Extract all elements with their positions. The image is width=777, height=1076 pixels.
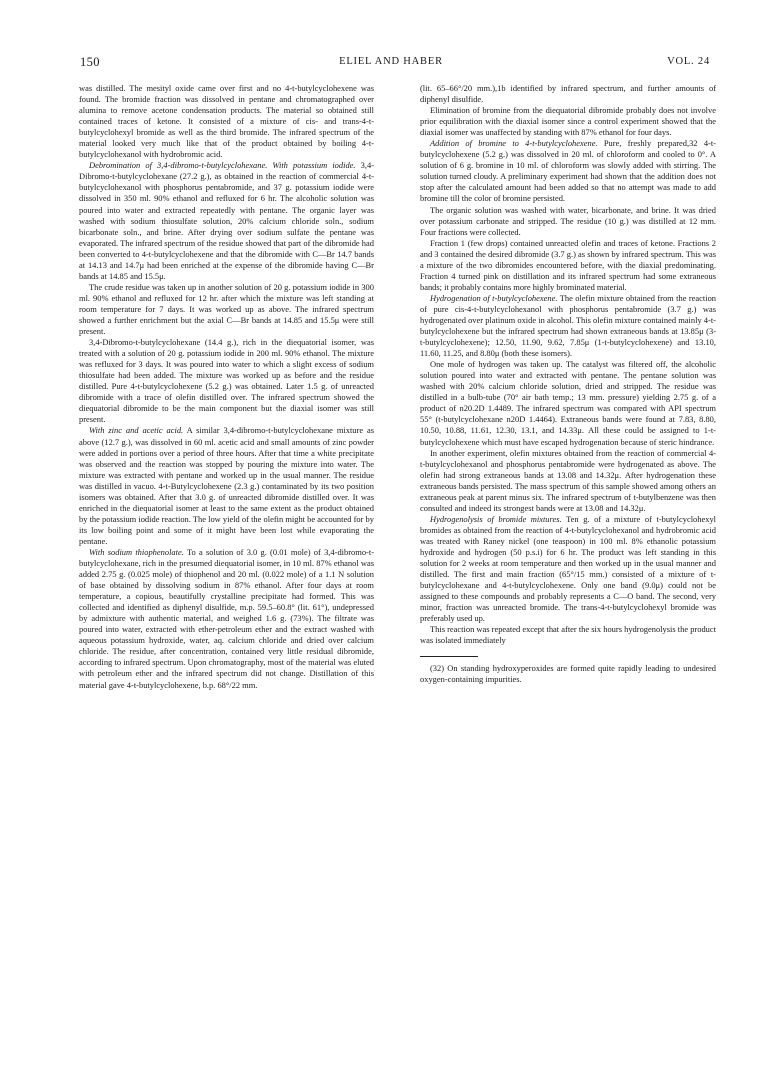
section-heading: With zinc and acetic acid. [89, 425, 184, 436]
section-heading: Hydrogenation of t-butylcyclohexene. [430, 292, 558, 303]
paragraph: The crude residue was taken up in another solution of 20 g. potassium iodide in 300 ml. 90% ethanol and refluxed for 12 hr. after which the mixture was left standing at room temperature for 7 days. It was worked up as above. The infrared spectrum showed a further enrichment but the axial C—Br bands at 14.85 and 15.5μ were still present. [79, 281, 374, 337]
paragraph: Fraction 1 (few drops) contained unreacted olefin and traces of ketone. Fractions 2 and 3 contained the desired dibromide (3.7 g.) as shown by infrared spectrum. This was a mixture of the two dibromides encountered before, with the diaxial predominating. Fraction 4 turned pink on distillation and its infrared spectrum had some extraneous bands; it probably contains more highly brominated material. [420, 237, 716, 292]
paragraph: This reaction was repeated except that after the six hours hydrogenolysis the product was isolated immediately [420, 624, 716, 646]
paragraph: With sodium thiophenolate. To a solution of 3.0 g. (0.01 mole) of 3,4-dibromo-t-butylcyclohexane, rich in the presumed diequatorial isomer, in 10 ml. 87% ethanol was added 2.75 g. (0.025 mole) of thiophenol and 20 ml. (0.022 mole) of a 1.1 N solution of base obtained by dissolving sodium in 87% ethanol. After four days at room temperature, a copious, beautifully crystalline precipitate had formed. This was collected and identified as diphenyl disulfide, m.p. 59.5–60.8° (lit. 61°), undepressed by admixture with authentic material, and weighed 1.6 g. (73%). The filtrate was poured into water, extracted with ether-petroleum ether and the extract washed with aqueous potassium hydroxide, water, aq. calcium chloride and dried over calcium chloride. The residue, after concentration, contained very little residual dibromide, according to infrared spectrum. Upon chromatography, most of the material was eluted with petroleum ether and the infrared spectrum did not change. Distillation of this material gave 4-t-butylcyclohexene, b.p. 68°/22 mm. [79, 546, 374, 690]
paragraph: 3,4-Dibromo-t-butylcyclohexane (14.4 g.), rich in the diequatorial isomer, was treated with a solution of 20 g. potassium iodide in 200 ml. 90% ethanol. The mixture was refluxed for 3 days. It was poured into water to which a slight excess of sodium thiosulfate had been added. The mixture was worked up as before and the residue distilled. Pure 4-t-butylcyclohexene (5.2 g.) was obtained. Later 1.5 g. of unreacted dibromide with a trace of olefin distilled over. The infrared spectrum showed the diequatorial dibromide to be the main component but the diaxial isomer was still present. [79, 337, 374, 425]
section-heading: Debromination of 3,4-dibromo-t-butylcyclohexane. With potassium iodide. [89, 160, 356, 171]
footnote-divider [420, 656, 478, 657]
paragraph: One mole of hydrogen was taken up. The catalyst was filtered off, the alcoholic solution poured into water and extracted with pentane. The pentane solution was washed with 20% calcium chloride solution, dried and stripped. The residue was distilled in a bulb-tube (70° air bath temp.; 13 mm. pressure) yielding 2.75 g. of a product of n20.2D 1.4489. The infrared spectrum was compared with API spectrum 55° (t-butylcyclohexane n20D 1.4464). Extraneous bands were found at 7.83, 8.80, 10.50, 10.88, 11.61, 12.30, 13.1, and 14.33μ. All these could be assigned to 1-t-butylcyclohexene which must have escaped hydrogenation because of steric hindrance. [420, 359, 716, 447]
paragraph: With zinc and acetic acid. A similar 3,4-dibromo-t-butylcyclohexane mixture as above (12.7 g.), was dissolved in 60 ml. acetic acid and small amounts of zinc powder were added in portions over a period of three hours. After that time a white precipitate was observed and the reaction was stopped by pouring the mixture into water. The mixture was extracted with pentane and worked up in the usual manner. The residue was distilled in vacuo. 4-t-Butylcyclohexene (2.3 g.) contaminated by its two position isomers was obtained. After that 3.0 g. of unreacted dibromide distilled over. It was enriched in the diequatorial isomer at least to the same extent as the product obtained by the potassium iodide reaction. The low yield of the olefin might be accounted for by its low boiling point and some of it might have been lost while evaporating the pentane. [79, 425, 375, 546]
paragraph: Hydrogenation of t-butylcyclohexene. The olefin mixture obtained from the reaction of pure cis-4-t-butylcyclohexanol with phosphorus pentabromide (3.7 g.) was hydrogenated over platinum oxide in alcohol. This olefin mixture contained mainly 4-t-butylcyclohexene but the infrared spectrum had shown extraneous bands at 13.85μ (3-t-butylcyclohexene); 12.50, 11.90, 9.62, 7.85μ (1-t-butylcyclohexene) and 13.10, 11.60, 11.25, and 8.80μ (both these isomers). [420, 292, 717, 359]
paragraph: (lit. 65–66°/20 mm.),1b identified by infrared spectrum, and further amounts of diphenyl disulfide. [420, 83, 716, 105]
left-column [79, 83, 374, 691]
section-heading: Addition of bromine to 4-t-butylcyclohexene. [430, 138, 598, 149]
paragraph: Elimination of bromine from the diequatorial dibromide probably does not involve prior equilibration with the diaxial isomer since a control experiment showed that the diaxial isomer was unaffected by standing with 87% ethanol for four days. [420, 105, 716, 138]
volume-label: VOL. 24 [667, 56, 710, 67]
page-header [72, 55, 710, 71]
paragraph: Debromination of 3,4-dibromo-t-butylcyclohexane. With potassium iodide. 3,4-Dibromo-t-butylcyclohexane (27.2 g.), as obtained in the reaction of commercial 4-t-butylcyclohexanol with phosphorus pentabromide, and 37 g. potassium iodide were dissolved in 350 ml. 90% ethanol and refluxed for 6 hr. The alcoholic solution was poured into water and extracted repeatedly with pentane. The organic layer was washed with sodium thiosulfate solution, 20% calcium chloride soln., sodium bicarbonate soln., and brine. After drying over sodium sulfate the pentane was evaporated. The infrared spectrum of the residue showed that part of the dibromide had been converted to 4-t-butylcyclohexene and that the dibromide with C—Br 14.7 bands at 14.13 and 14.7μ had been enriched at the expense of the dibromide having C—Br bands at 14.85 and 15.5μ. [79, 160, 374, 281]
paragraph: In another experiment, olefin mixtures obtained from the reaction of commercial 4-t-butylcyclohexanol and phosphorus pentabromide were hydrogenated as above. The olefin had strong extraneous bands at 13.08 and 14.32μ. After hydrogenation these extraneous bands persisted. The mass spectrum of this sample showed among others an extraneous peak at parent minus six. The infrared spectrum of t-butylbenzene was then consulted and indeed its strongest bands were at 13.08 and 14.32μ. [420, 447, 716, 513]
running-head-authors: ELIEL AND HABER [339, 56, 443, 67]
paragraph: The organic solution was washed with water, bicarbonate, and brine. It was dried over potassium carbonate and stripped. The residue (10 g.) was distilled at 12 mm. Four fractions were collected. [420, 204, 716, 237]
footnote: (32) On standing hydroxyperoxides are formed quite rapidly leading to undesired oxygen-containing impurities. [420, 663, 716, 685]
section-heading: With sodium thiophenolate. [89, 546, 184, 557]
page-number: 150 [80, 55, 100, 69]
right-column [420, 83, 716, 685]
paragraph: Addition of bromine to 4-t-butylcyclohexene. Pure, freshly prepared,32 4-t-butylcyclohexene (5.2 g.) was dissolved in 20 ml. of chloroform and cooled to 0°. A solution of 6 g. bromine in 10 ml. of chloroform was slowly added with stirring. The solution turned cloudy. A preliminary experiment had shown that the addition does not stop after the calculated amount had been added so that no attempt was made to add bromine till the color of bromine persisted. [420, 138, 716, 204]
section-heading: Hydrogenolysis of bromide mixtures. [430, 513, 562, 524]
paragraph: Hydrogenolysis of bromide mixtures. Ten g. of a mixture of t-butylcyclohexyl bromides as obtained from the reaction of 4-t-butylcyclohexanol and hydrobromic acid was treated with Raney nickel (one teaspoon) in 100 ml. 8% ethanolic potassium hydroxide and hydrogen (50 p.s.i) for 6 hr. The product was left standing in this solution for 2 weeks at room temperature and then worked up in the usual manner and distilled. The first and main fraction (65°/15 mm.) consisted of a mixture of t-butylcyclohexane and 4-t-butylcyclohexene. Only one band (9.0μ) could not be assigned to these compounds and probably represents a C—O band. The second, very minor, fraction was unreacted bromide. The trans-4-t-butylcyclohexyl bromide was preferably used up. [420, 513, 717, 624]
paragraph: was distilled. The mesityl oxide came over first and no 4-t-butylcyclohexene was found. The bromide fraction was dissolved in pentane and chromatographed over alumina to remove acetone condensation products. The material so obtained still contained traces of ketone. It consisted of a mixture of cis- and trans-4-t-butylcyclohexyl bromide as well as the third bromide. The infrared spectrum of the material looked very much like that of the product obtained by boiling 4-t-butylcyclohexanol with hydrobromic acid. [79, 83, 374, 160]
